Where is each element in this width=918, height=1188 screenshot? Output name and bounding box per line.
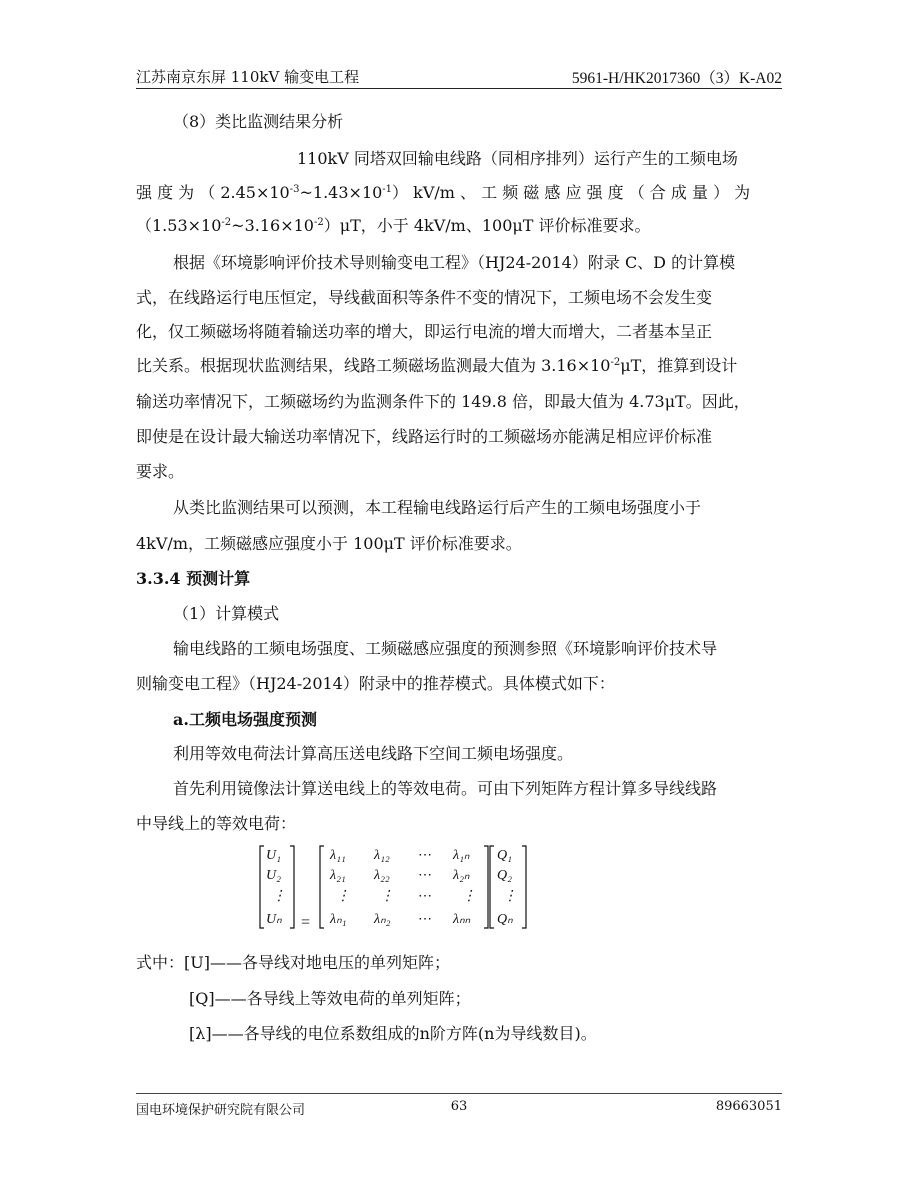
lambda-1-3: ⋯ (418, 848, 432, 863)
vector-q-3: ⋮ (503, 889, 517, 904)
paragraph-line: 则输变电工程》（HJ24-2014）附录中的推荐模式。具体模式如下： (136, 674, 615, 693)
lambda-3-1: ⋮ (336, 889, 350, 904)
page-number: 63 (450, 1099, 468, 1114)
paragraph-line: 首先利用镜像法计算送电线上的等效电荷。可由下列矩阵方程计算多导线线路 (173, 779, 718, 798)
lambda-3-3: ⋯ (418, 889, 432, 904)
paragraph-line: 即使是在设计最大输送功率情况下，线路运行时的工频磁场亦能满足相应评价标准 (136, 427, 713, 446)
matrix-equation (258, 843, 530, 931)
vector-q-2: Q₂ (497, 868, 512, 883)
equals-sign: = (301, 914, 311, 931)
section-heading-8: （8）类比监测结果分析 (173, 112, 344, 131)
paragraph-line: 式，在线路运行电压恒定，导线截面积等条件不变的情况下，工频电场不会发生变 (136, 288, 713, 307)
lambda-1-4: λ₁ₙ (453, 848, 470, 863)
vector-u-4: Uₙ (266, 912, 282, 927)
paragraph-line: 输电线路的工频电场强度、工频磁感应强度的预测参照《环境影响评价技术导 (173, 639, 718, 658)
lambda-2-1: λ₂₁ (330, 868, 346, 883)
vector-q-1: Q₁ (497, 848, 512, 863)
lambda-4-2: λₙ₂ (374, 912, 391, 927)
paragraph-line: 110kV 同塔双回输电线路（同相序排列）运行产生的工频电场 (297, 149, 738, 168)
lambda-4-1: λₙ₁ (330, 912, 347, 927)
lambda-1-1: λ₁₁ (330, 848, 346, 863)
lambda-3-2: ⋮ (380, 889, 394, 904)
vector-u-2: U₂ (266, 868, 281, 883)
lambda-2-2: λ₂₂ (374, 868, 390, 883)
paragraph-line: 利用等效电荷法计算高压送电线路下空间工频电场强度。 (173, 744, 574, 763)
vector-q-4: Qₙ (497, 912, 513, 927)
paragraph-line: $(1.53\times 10^{-2}\sim 3.16\times 10^{-2})\mu T$，小于 4kV/m、100μT 评价标准要求。 (136, 216, 651, 235)
page-footer (136, 1093, 782, 1118)
paragraph-line: 比关系。根据现状监测结果，线路工频磁场监测最大值为 $3.16\times 10^{-2}\mu T$，推算到设计 (136, 356, 738, 375)
footer-code: 89663051 (715, 1099, 782, 1114)
paragraph-line: 根据《环境影响评价技术导则输变电工程》（HJ24-2014）附录 C、D 的计算模 (173, 253, 736, 272)
lambda-1-2: λ₁₂ (374, 848, 390, 863)
vector-u-3: ⋮ (272, 889, 286, 904)
definition-lambda: [λ]——各导线的电位系数组成的n阶方阵(n为导线数目)。 (189, 1024, 597, 1043)
lambda-2-4: λ₂ₙ (453, 868, 470, 883)
paragraph-line: 中导线上的等效电荷： (136, 814, 297, 833)
header-doc-number: 5961-H/HK2017360（3）K-A02 (571, 70, 782, 87)
page-header (136, 64, 782, 89)
paragraph-line: 输送功率情况下，工频磁场约为监测条件下的 149.8 倍，即最大值为 4.73μT。因此， (136, 392, 750, 411)
vector-u-1: U₁ (266, 848, 281, 863)
definition-q: [Q]——各导线上等效电荷的单列矩阵； (189, 989, 471, 1008)
paragraph-line: 要求。 (136, 462, 185, 481)
paragraph-line: 4kV/m，工频磁感应强度小于 100μT 评价标准要求。 (136, 534, 522, 553)
subsection-heading: （1）计算模式 (173, 604, 280, 623)
section-heading: 3.3.4 预测计算 (136, 569, 251, 588)
lambda-4-3: ⋯ (418, 912, 432, 927)
lambda-2-3: ⋯ (418, 868, 432, 883)
subsection-heading: a.工频电场强度预测 (173, 710, 317, 729)
paragraph-line: 强 度 为 （ $2.45\times 10^{-3}\sim 1.43\times 10^{-1}$） kV/m 、 工 频 磁 感 应 强 度 （ 合 成 量 ） 为 (136, 183, 751, 202)
paragraph-line: 从类比监测结果可以预测，本工程输电线路运行后产生的工频电场强度小于 (173, 498, 702, 517)
header-project-title: 江苏南京东屏 110kV 输变电工程 (136, 68, 360, 86)
definition-u: 式中：[U]——各导线对地电压的单列矩阵； (136, 953, 450, 972)
paragraph-line: 化，仅工频磁场将随着输送功率的增大，即运行电流的增大而增大，二者基本呈正 (136, 322, 713, 341)
footer-organization: 国电环境保护研究院有限公司 (136, 1103, 306, 1118)
lambda-4-4: λₙₙ (453, 912, 471, 927)
lambda-3-4: ⋮ (462, 889, 476, 904)
